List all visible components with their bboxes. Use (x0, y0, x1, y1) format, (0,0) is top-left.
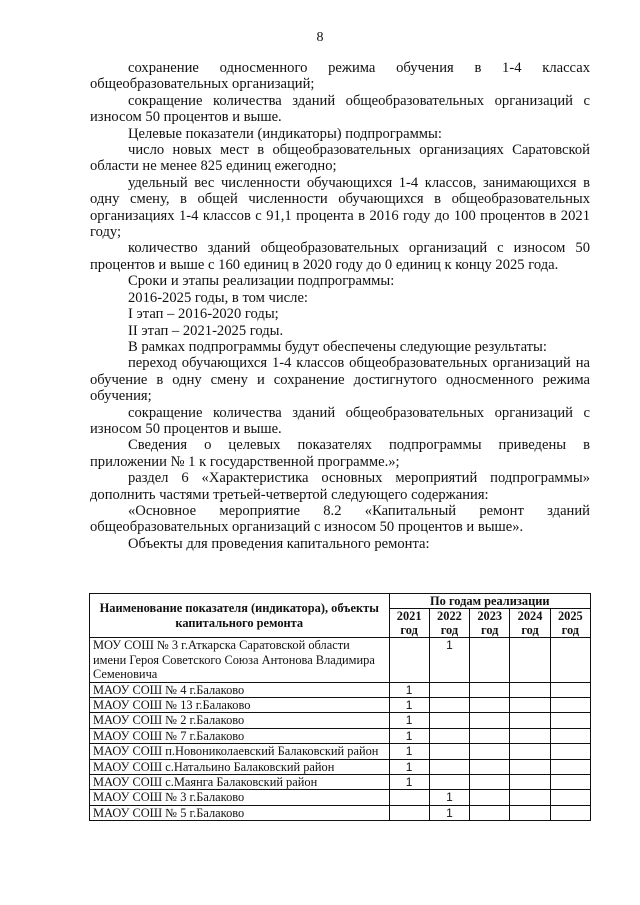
object-name: МАОУ СОШ № 13 г.Балаково (90, 698, 390, 713)
paragraph: I этап – 2016-2020 годы; (128, 306, 279, 323)
year-value-cell (470, 790, 510, 805)
table-header-year (389, 609, 429, 638)
object-name: МАОУ СОШ п.Новониколаевский Балаковский район (90, 744, 390, 759)
year-label: 2023 (477, 609, 503, 624)
year-value-cell (470, 638, 510, 682)
year-value-cell: 1 (389, 713, 429, 728)
paragraph: В рамках подпрограммы будут обеспечены следующие результаты: (128, 338, 547, 355)
year-value-cell (470, 713, 510, 728)
table-row (90, 759, 591, 774)
paragraph: число новых мест в общеобразовательных организациях Саратовской области не менее 825 единиц ежегодно; (90, 142, 590, 175)
year-value-cell: 1 (429, 805, 469, 820)
table-header-year (429, 609, 469, 638)
paragraph: Объекты для проведения капитального ремонта: (128, 535, 430, 552)
table-header-years-group: По годам реализации (389, 594, 591, 609)
table-row (90, 682, 591, 697)
paragraph: II этап – 2021-2025 годы. (128, 322, 284, 339)
paragraph: сокращение количества зданий общеобразовательных организаций с износом 50 процентов и выше. (90, 92, 590, 126)
year-label: 2024 (517, 609, 543, 624)
table-header-year (470, 609, 510, 638)
year-value-cell: 1 (429, 638, 469, 682)
table-row (90, 805, 591, 820)
year-label: 2025 (557, 609, 583, 624)
repair-objects-table (89, 593, 591, 821)
year-value-cell: 1 (389, 728, 429, 743)
year-value-cell (510, 805, 550, 820)
year-value-cell (470, 759, 510, 774)
table-row (90, 790, 591, 805)
year-unit: год (521, 623, 539, 638)
year-value-cell (510, 775, 550, 790)
paragraph: 2016-2025 годы, в том числе: (128, 289, 308, 306)
year-value-cell: 1 (429, 790, 469, 805)
year-value-cell (550, 805, 590, 820)
year-value-cell (429, 759, 469, 774)
year-value-cell (550, 638, 590, 682)
year-unit: год (561, 623, 580, 638)
table-row (90, 638, 591, 682)
object-name: МАОУ СОШ с.Натальино Балаковский район (90, 759, 390, 774)
table-row (90, 698, 591, 713)
year-value-cell: 1 (389, 775, 429, 790)
year-value-cell (389, 790, 429, 805)
year-value-cell (550, 759, 590, 774)
year-value-cell (550, 713, 590, 728)
table-header-year (510, 609, 550, 638)
object-name: МАОУ СОШ № 5 г.Балаково (90, 805, 390, 820)
object-name: МАОУ СОШ с.Маянга Балаковский район (90, 775, 390, 790)
year-value-cell (550, 698, 590, 713)
table-row (90, 728, 591, 743)
paragraph: переход обучающихся 1-4 классов общеобразовательных организаций на обучение в одну смену и сохранение достигнутого односменного режима обучения; (90, 355, 590, 405)
year-value-cell: 1 (389, 744, 429, 759)
paragraph: удельный вес численности обучающихся 1-4 классов, занимающихся в одну смену, в общей численности обучающихся в общеобразовательных организациях 1-4 классов с 91,1 процента в 2016 году до 100 процентов в 2021 году; (90, 174, 590, 241)
paragraph: Сведения о целевых показателях подпрограммы приведены в приложении № 1 к государственной программе.»; (90, 437, 590, 470)
year-value-cell (550, 728, 590, 743)
year-unit: год (440, 623, 459, 638)
year-value-cell (470, 698, 510, 713)
year-value-cell (470, 805, 510, 820)
year-value-cell: 1 (389, 698, 429, 713)
paragraph: раздел 6 «Характеристика основных мероприятий подпрограммы» дополнить частями третьей-четвертой следующего содержания: (90, 470, 590, 503)
paragraph: сохранение односменного режима обучения в 1-4 классах общеобразовательных организаций; (90, 60, 590, 93)
year-value-cell (550, 744, 590, 759)
year-value-cell (510, 698, 550, 713)
paragraph: сокращение количества зданий общеобразовательных организаций с износом 50 процентов и выше. (90, 404, 590, 437)
year-value-cell (389, 805, 429, 820)
year-value-cell (429, 775, 469, 790)
year-value-cell (510, 638, 550, 682)
year-value-cell (510, 759, 550, 774)
year-value-cell (470, 728, 510, 743)
year-value-cell (429, 682, 469, 697)
year-unit: год (481, 623, 499, 638)
table-row (90, 744, 591, 759)
year-value-cell (429, 698, 469, 713)
year-value-cell (429, 728, 469, 743)
paragraph: количество зданий общеобразовательных организаций с износом 50 процентов и выше с 160 единиц в 2020 году до 0 единиц к концу 2025 года. (90, 240, 590, 273)
year-value-cell (470, 682, 510, 697)
object-name: МАОУ СОШ № 3 г.Балаково (90, 790, 390, 805)
year-value-cell (470, 744, 510, 759)
year-value-cell: 1 (389, 682, 429, 697)
paragraph: «Основное мероприятие 8.2 «Капитальный ремонт зданий общеобразовательных организаций с износом 50 процентов и выше». (90, 502, 590, 536)
year-label: 2021 (396, 609, 422, 624)
year-unit: год (400, 623, 418, 638)
table-header-name: Наименование показателя (индикатора), объекты капитального ремонта (90, 594, 390, 638)
object-name: МАОУ СОШ № 2 г.Балаково (90, 713, 390, 728)
year-value-cell (550, 790, 590, 805)
year-value-cell (429, 744, 469, 759)
year-value-cell (550, 775, 590, 790)
year-value-cell (550, 682, 590, 697)
object-name: МАОУ СОШ № 7 г.Балаково (90, 728, 390, 743)
year-value-cell (429, 713, 469, 728)
year-value-cell (510, 790, 550, 805)
paragraph: Целевые показатели (индикаторы) подпрограммы: (128, 125, 442, 142)
paragraph: Сроки и этапы реализации подпрограммы: (128, 273, 395, 290)
document-body (90, 60, 590, 552)
table-header-year (550, 609, 590, 638)
page-number: 8 (316, 30, 324, 45)
table-row (90, 713, 591, 728)
object-name: МАОУ СОШ № 4 г.Балаково (90, 682, 390, 697)
year-value-cell (510, 682, 550, 697)
year-value-cell (510, 744, 550, 759)
object-name: МОУ СОШ № 3 г.Аткарска Саратовской области имени Героя Советского Союза Антонова Владимира Семеновича (90, 638, 390, 682)
year-value-cell (510, 728, 550, 743)
year-value-cell (470, 775, 510, 790)
year-value-cell: 1 (389, 759, 429, 774)
year-value-cell (389, 638, 429, 682)
table-row (90, 775, 591, 790)
year-value-cell (510, 713, 550, 728)
year-label: 2022 (437, 609, 462, 624)
